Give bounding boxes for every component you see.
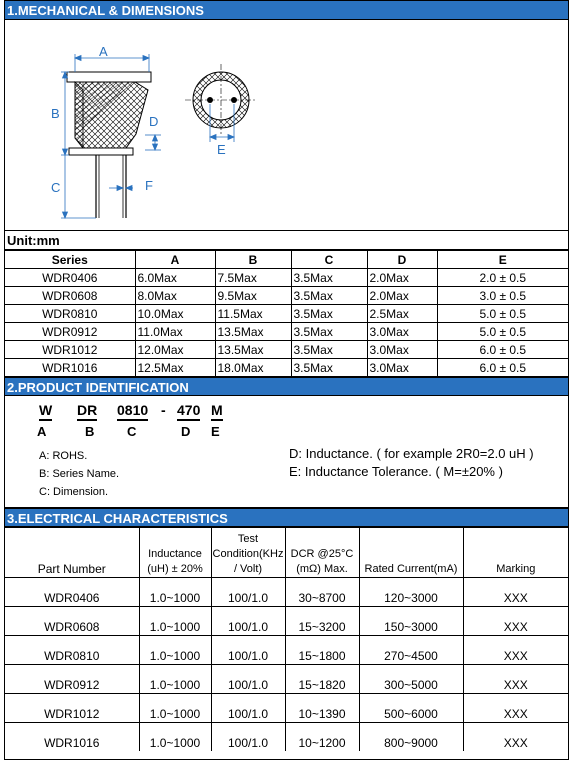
cell-inductance: 1.0~1000 [139, 694, 211, 723]
cell-series: WDR1012 [5, 341, 135, 359]
cell-test-condition: 100/1.0 [211, 607, 285, 636]
section-header-electrical: 3.ELECTRICAL CHARACTERISTICS [5, 508, 568, 527]
dimension-table [5, 250, 568, 377]
cell-test-condition: 100/1.0 [211, 578, 285, 607]
note-a: A: ROHS. [39, 450, 88, 462]
code-letter-a: A [37, 424, 47, 439]
cell-dcr: 15~3200 [285, 607, 359, 636]
col-header-inductance: Inductance (uH) ± 20% [139, 528, 211, 578]
electrical-table-header [5, 528, 568, 578]
side-view-icon [67, 72, 151, 218]
table-row [5, 723, 568, 752]
cell-dcr: 30~8700 [285, 578, 359, 607]
cell-d: 2.0Max [367, 269, 437, 287]
cell-series: WDR0912 [5, 323, 135, 341]
label-e: E [217, 142, 226, 157]
cell-test-condition: 100/1.0 [211, 636, 285, 665]
cell-d: 3.0Max [367, 359, 437, 377]
cell-series: WDR0608 [5, 287, 135, 305]
cell-rated-current: 120~3000 [359, 578, 463, 607]
code-part-m: M [211, 402, 223, 418]
cell-c: 3.5Max [291, 305, 367, 323]
cell-series: WDR0810 [5, 305, 135, 323]
col-header-test-condition: Test Condition(KHz / Volt) [211, 528, 285, 578]
table-row [5, 323, 568, 341]
table-row [5, 287, 568, 305]
cell-c: 3.5Max [291, 323, 367, 341]
table-row [5, 694, 568, 723]
cell-marking: XXX [463, 607, 568, 636]
dimension-table-header [5, 251, 568, 269]
label-a: A [99, 44, 108, 59]
col-header-marking: Marking [463, 528, 568, 578]
cell-a: 8.0Max [135, 287, 215, 305]
section-header-product-id: 2.PRODUCT IDENTIFICATION [5, 377, 568, 396]
cell-e: 3.0 ± 0.5 [437, 287, 568, 305]
datasheet-page [4, 0, 569, 760]
cell-b: 13.5Max [215, 323, 291, 341]
cell-series: WDR1016 [5, 359, 135, 377]
cell-e: 6.0 ± 0.5 [437, 359, 568, 377]
code-part-0810: 0810 [117, 402, 148, 418]
col-header-e: E [437, 251, 568, 269]
cell-rated-current: 500~6000 [359, 694, 463, 723]
cell-marking: XXX [463, 723, 568, 752]
cell-rated-current: 270~4500 [359, 636, 463, 665]
table-row [5, 578, 568, 607]
cell-series: WDR0406 [5, 269, 135, 287]
col-header-part-number: Part Number [5, 528, 139, 578]
cell-d: 2.5Max [367, 305, 437, 323]
cell-a: 12.0Max [135, 341, 215, 359]
note-b: B: Series Name. [39, 468, 120, 480]
col-header-series: Series [5, 251, 135, 269]
mechanical-drawing [5, 20, 568, 231]
cell-test-condition: 100/1.0 [211, 723, 285, 752]
cell-c: 3.5Max [291, 287, 367, 305]
cell-b: 11.5Max [215, 305, 291, 323]
cell-part-number: WDR0810 [5, 636, 139, 665]
note-c: C: Dimension. [39, 486, 109, 498]
cell-part-number: WDR1016 [5, 723, 139, 752]
cell-b: 9.5Max [215, 287, 291, 305]
cell-e: 2.0 ± 0.5 [437, 269, 568, 287]
cell-marking: XXX [463, 636, 568, 665]
table-row [5, 341, 568, 359]
label-d: D [149, 114, 159, 129]
label-b: B [51, 106, 60, 121]
col-header-c: C [291, 251, 367, 269]
cell-dcr: 15~1800 [285, 636, 359, 665]
table-row [5, 665, 568, 694]
cell-b: 18.0Max [215, 359, 291, 377]
col-header-dcr: DCR @25°C (mΩ) Max. [285, 528, 359, 578]
cell-a: 11.0Max [135, 323, 215, 341]
col-header-d: D [367, 251, 437, 269]
cell-part-number: WDR0912 [5, 665, 139, 694]
col-header-a: A [135, 251, 215, 269]
cell-part-number: WDR0608 [5, 607, 139, 636]
cell-e: 5.0 ± 0.5 [437, 305, 568, 323]
table-row [5, 305, 568, 323]
cell-inductance: 1.0~1000 [139, 578, 211, 607]
cell-part-number: WDR1012 [5, 694, 139, 723]
code-part-470: 470 [177, 402, 200, 418]
cell-rated-current: 800~9000 [359, 723, 463, 752]
section-header-mechanical: 1.MECHANICAL & DIMENSIONS [5, 0, 568, 20]
code-letter-c: C [127, 424, 137, 439]
cell-inductance: 1.0~1000 [139, 636, 211, 665]
cell-b: 7.5Max [215, 269, 291, 287]
table-row [5, 607, 568, 636]
cell-a: 6.0Max [135, 269, 215, 287]
code-letter-b: B [85, 424, 95, 439]
cell-a: 12.5Max [135, 359, 215, 377]
product-identification [5, 396, 568, 508]
cell-inductance: 1.0~1000 [139, 607, 211, 636]
cell-c: 3.5Max [291, 269, 367, 287]
cell-c: 3.5Max [291, 341, 367, 359]
cell-part-number: WDR0406 [5, 578, 139, 607]
cell-test-condition: 100/1.0 [211, 665, 285, 694]
unit-label: Unit:mm [5, 231, 568, 250]
cell-marking: XXX [463, 694, 568, 723]
cell-e: 6.0 ± 0.5 [437, 341, 568, 359]
table-row [5, 636, 568, 665]
cell-inductance: 1.0~1000 [139, 665, 211, 694]
label-c: C [51, 180, 61, 195]
note-d: D: Inductance. ( for example 2R0=2.0 uH ) [289, 446, 534, 461]
code-letter-d: D [181, 424, 191, 439]
note-e: E: Inductance Tolerance. ( M=±20% ) [289, 464, 503, 479]
cell-test-condition: 100/1.0 [211, 694, 285, 723]
cell-dcr: 10~1390 [285, 694, 359, 723]
cell-d: 2.0Max [367, 287, 437, 305]
cell-rated-current: 300~5000 [359, 665, 463, 694]
top-view-icon [185, 64, 257, 136]
table-row [5, 359, 568, 377]
cell-b: 13.5Max [215, 341, 291, 359]
inductor-drawing-icon [5, 20, 568, 230]
cell-c: 3.5Max [291, 359, 367, 377]
code-part-dash: - [161, 402, 166, 418]
cell-a: 10.0Max [135, 305, 215, 323]
cell-marking: XXX [463, 578, 568, 607]
code-part-dr: DR [77, 402, 97, 418]
cell-d: 3.0Max [367, 341, 437, 359]
cell-inductance: 1.0~1000 [139, 723, 211, 752]
col-header-rated-current: Rated Current(mA) [359, 528, 463, 578]
code-letter-e: E [211, 424, 220, 439]
cell-dcr: 15~1820 [285, 665, 359, 694]
code-part-w: W [39, 402, 52, 418]
table-row [5, 269, 568, 287]
cell-rated-current: 150~3000 [359, 607, 463, 636]
cell-dcr: 10~1200 [285, 723, 359, 752]
cell-e: 5.0 ± 0.5 [437, 323, 568, 341]
cell-d: 3.0Max [367, 323, 437, 341]
cell-marking: XXX [463, 665, 568, 694]
label-f: F [145, 178, 153, 193]
electrical-table [5, 527, 568, 751]
col-header-b: B [215, 251, 291, 269]
